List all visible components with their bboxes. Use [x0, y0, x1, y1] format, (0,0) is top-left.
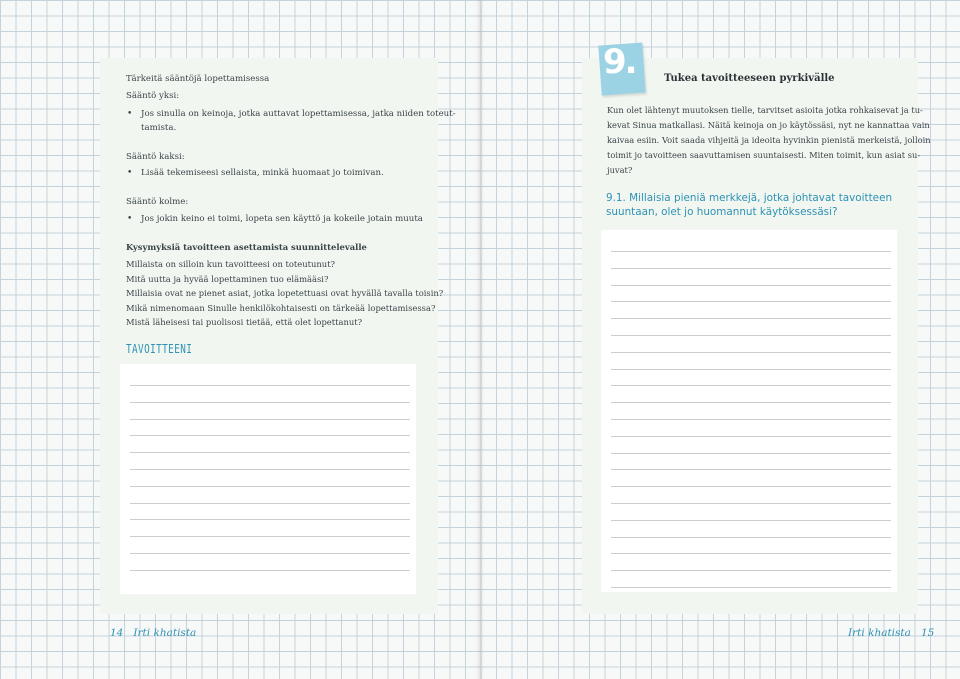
writing-line — [130, 435, 410, 436]
writing-line — [611, 486, 891, 487]
writing-line — [130, 536, 410, 537]
rule-three-text: Jos jokin keino ei toimi, lopeta sen käyttö ja kokeile jotain muuta — [141, 214, 423, 224]
rules-heading: Tärkeitä sääntöjä lopettamisessa — [126, 74, 270, 84]
writing-line — [130, 553, 410, 554]
rule-one-title: Sääntö yksi: — [126, 91, 180, 101]
writing-line — [611, 503, 891, 504]
right-footer — [848, 627, 934, 639]
rule-two-title: Sääntö kaksi: — [126, 152, 185, 162]
writing-line — [130, 452, 410, 453]
writing-line — [130, 503, 410, 504]
exercise-question — [606, 191, 892, 219]
section-title: Tukea tavoitteeseen pyrkivälle — [664, 73, 835, 84]
question-line: 9.1. Millaisia pieniä merkkejä, jotka johtavat tavoitteen — [606, 192, 893, 204]
writing-line — [130, 519, 410, 520]
writing-line — [130, 570, 410, 571]
writing-line — [611, 570, 891, 571]
question-item: Millaista on silloin kun tavoitteesi on toteutunut? — [126, 259, 336, 269]
questions-list — [126, 257, 443, 330]
writing-line — [611, 453, 891, 454]
question-item: Mistä läheisesi tai puolisosi tietää, että olet lopettanut? — [126, 317, 363, 328]
goal-writing-box[interactable] — [120, 364, 416, 594]
intro-line: toimit jo tavoitteen saavuttamisen suuntaisesti. Miten toimit, kun asiat su- — [607, 150, 921, 160]
book-title: Irti khatista — [133, 627, 197, 639]
writing-line — [611, 520, 891, 521]
section-number: 9. — [603, 42, 636, 82]
rule-one-line-1: Jos sinulla on keinoja, jotka auttavat lopettamisessa, jatka niiden toteut- — [141, 109, 456, 119]
book-title: Irti khatista — [848, 627, 911, 639]
page-number: 15 — [920, 627, 935, 639]
writing-line — [611, 553, 891, 554]
writing-line — [611, 587, 891, 588]
section-intro — [607, 103, 931, 178]
intro-line: Kun olet lähtenyt muutoksen tielle, tarvitset asioita jotka rohkaisevat ja tu- — [607, 105, 923, 115]
intro-line: kaivaa esiin. Voit saada vihjeitä ja ideoita hyvinkin pienistä merkeistä, jolloin — [607, 135, 931, 145]
writing-line — [130, 469, 410, 470]
bullet-icon: • — [127, 214, 133, 224]
questions-heading: Kysymyksiä tavoitteen asettamista suunnittelevalle — [126, 242, 367, 252]
book-spine — [476, 0, 484, 679]
writing-line — [611, 469, 891, 470]
writing-line — [611, 251, 891, 252]
writing-line — [130, 486, 410, 487]
writing-line — [611, 285, 891, 286]
question-item: Mikä nimenomaan Sinulle henkilökohtaisesti on tärkeää lopettamisessa? — [126, 302, 436, 313]
answer-writing-box[interactable] — [601, 230, 897, 592]
writing-line — [611, 537, 891, 538]
bullet-icon: • — [127, 109, 133, 119]
goal-title: TAVOITTEENI — [126, 342, 193, 356]
writing-line — [611, 352, 891, 353]
writing-line — [611, 335, 891, 336]
writing-line — [130, 419, 410, 420]
writing-line — [611, 369, 891, 370]
rule-two-text: Lisää tekemiseesi sellaista, minkä huomaat jo toimivan. — [141, 168, 384, 178]
writing-line — [611, 436, 891, 437]
bullet-icon: • — [127, 168, 133, 178]
writing-line — [611, 301, 891, 302]
writing-line — [611, 268, 891, 269]
writing-line — [130, 385, 410, 386]
writing-line — [611, 385, 891, 386]
rule-one-line-2: tamista. — [141, 123, 177, 133]
writing-line — [611, 318, 891, 319]
question-line: suuntaan, olet jo huomannut käytöksessäsi? — [606, 206, 838, 218]
rule-three-title: Sääntö kolme: — [126, 197, 189, 207]
question-item: Millaisia ovat ne pienet asiat, jotka lopetettuasi ovat hyvällä tavalla toisin? — [126, 288, 444, 299]
question-item: Mitä uutta ja hyvää lopettaminen tuo elämääsi? — [126, 273, 329, 284]
page-number: 14 — [110, 627, 124, 639]
intro-line: kevat Sinua matkallasi. Näitä keinoja on jo käytössäsi, nyt ne kannattaa vain — [607, 120, 930, 130]
writing-line — [611, 402, 891, 403]
left-footer — [110, 627, 196, 639]
intro-line: juvat? — [607, 165, 633, 175]
writing-line — [611, 419, 891, 420]
writing-line — [130, 402, 410, 403]
